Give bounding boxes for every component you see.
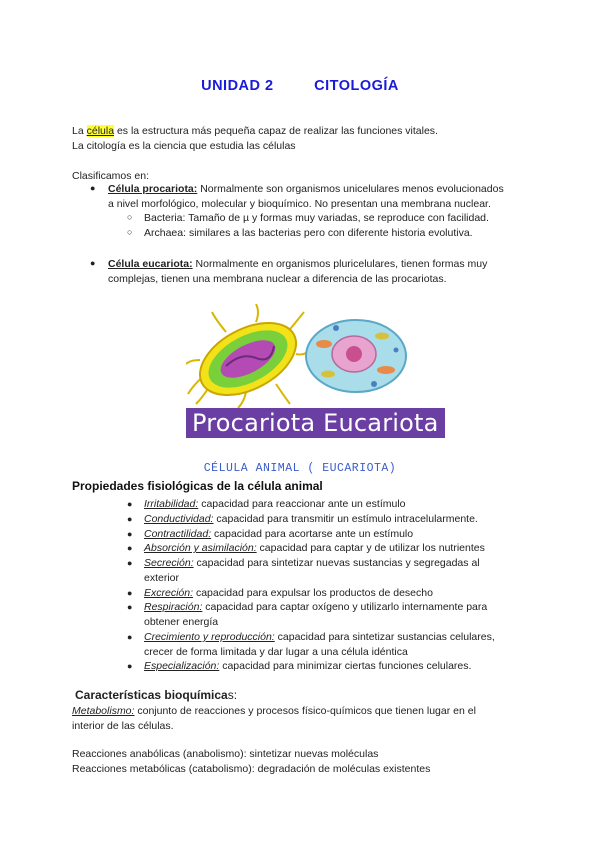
highlight-word: célula <box>86 125 115 137</box>
list-item: Excreción: capacidad para expulsar los productos de desecho <box>144 587 433 599</box>
animal-heading: CÉLULA ANIMAL ( EUCARIOTA) <box>203 462 397 475</box>
metabolism-line-cont: interior de las células. <box>72 720 174 732</box>
eukaryote-item: Célula eucariota: Normalmente en organismos pluricelulares, tienen formas muy <box>108 258 488 270</box>
bullet-icon: ● <box>127 514 133 524</box>
bullet-icon: ● <box>127 661 133 671</box>
list-item-cont: obtener energía <box>144 616 219 628</box>
circle-bullet-icon: ○ <box>127 227 133 237</box>
sub-item-archaea: Archaea: similares a las bacterias pero con diferente historia evolutiva. <box>144 227 473 239</box>
sub-item-bacteria: Bacteria: Tamaño de µ y formas muy variadas, se reproduce con facilidad. <box>144 212 489 224</box>
anabolism-line: Reacciones anabólicas (anabolismo): sintetizar nuevas moléculas <box>72 748 379 760</box>
image-banner: Procariota Eucariota <box>186 408 445 438</box>
bullet-icon: ● <box>127 602 133 612</box>
prokaryote-item-cont: a nivel morfológico, molecular y bioquímico. No presentan una membrana nuclear. <box>108 198 491 210</box>
page-title <box>0 78 600 94</box>
prokaryote-item: Célula procariota: Normalmente son organismos unicelulares menos evolucionados <box>108 183 504 195</box>
list-item: Conductividad: capacidad para transmitir un estímulo intracelularmente. <box>144 513 478 525</box>
list-item: Crecimiento y reproducción: capacidad para sintetizar sustancias celulares, <box>144 631 495 643</box>
unit-label: UNIDAD 2 <box>201 78 274 94</box>
prokaryote-icon <box>186 304 310 408</box>
list-item-cont: crecer de forma limitada y dar lugar a una célula idéntica <box>144 646 408 658</box>
list-item: Absorción y asimilación: capacidad para captar y de utilizar los nutrientes <box>144 542 485 554</box>
list-item: Secreción: capacidad para sintetizar nuevas sustancias y segregadas al <box>144 557 480 569</box>
bullet-icon: ● <box>127 499 133 509</box>
cell-illustration <box>186 304 439 437</box>
eukaryote-icon <box>306 320 406 392</box>
list-item: Respiración: capacidad para captar oxígeno y utilizarlo internamente para <box>144 601 488 613</box>
bullet-icon: ● <box>127 558 133 568</box>
bullet-icon: ● <box>90 258 96 268</box>
biochem-title: Características bioquímicas: <box>75 688 238 702</box>
bullet-icon: ● <box>127 529 133 539</box>
catabolism-line: Reacciones metabólicas (catabolismo): degradación de moléculas existentes <box>72 763 431 775</box>
topic-label: CITOLOGÍA <box>314 78 399 94</box>
cells-image <box>186 304 418 408</box>
list-item-cont: exterior <box>144 572 180 584</box>
list-item: Irritabilidad: capacidad para reaccionar ante un estímulo <box>144 498 406 510</box>
bullet-icon: ● <box>127 543 133 553</box>
classify-lead: Clasificamos en: <box>72 170 150 182</box>
list-item: Especialización: capacidad para minimizar ciertas funciones celulares. <box>144 660 472 672</box>
bullet-icon: ● <box>90 183 96 193</box>
list-item: Contractilidad: capacidad para acortarse ante un estímulo <box>144 528 414 540</box>
bullet-icon: ● <box>127 632 133 642</box>
bullet-icon: ● <box>127 588 133 598</box>
intro-line-2: La citología es la ciencia que estudia las células <box>72 140 296 152</box>
circle-bullet-icon: ○ <box>127 212 133 222</box>
eukaryote-item-cont: complejas, tienen una membrana nuclear a diferencia de las procariotas. <box>108 273 447 285</box>
intro-line-1: La célula es la estructura más pequeña capaz de realizar las funciones vitales. <box>72 125 438 137</box>
props-title: Propiedades fisiológicas de la célula animal <box>72 479 323 493</box>
metabolism-line: Metabolismo: conjunto de reacciones y procesos físico-químicos que tienen lugar en el <box>72 705 476 717</box>
